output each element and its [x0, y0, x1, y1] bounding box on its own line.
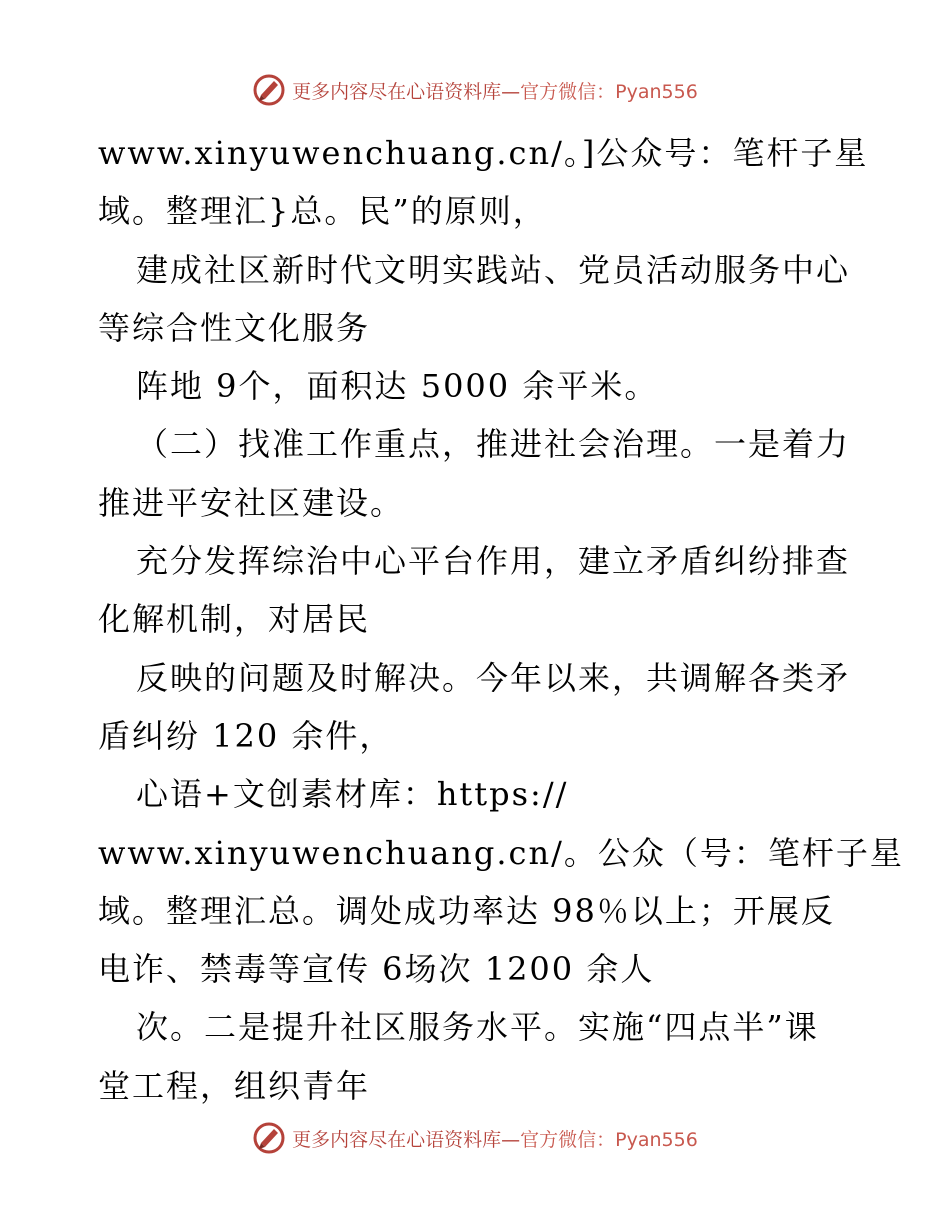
header-banner-text [292, 77, 698, 104]
text-line: 等综合性文化服务 [98, 308, 371, 347]
footer-banner-wechat: 官方微信：Pyan556 [520, 1128, 698, 1151]
document-body [98, 124, 904, 1115]
logo-icon [252, 73, 286, 107]
footer-banner-text [292, 1125, 698, 1152]
text-line: 建成社区新时代文明实践站、党员活动服务中心 [136, 250, 851, 289]
header-banner [0, 70, 950, 110]
text-line: 次。二是提升社区服务水平。实施“四点半”课 [136, 1008, 819, 1047]
text-line: 充分发挥综治中心平台作用，建立矛盾纠纷排查 [136, 542, 851, 581]
text-line: 堂工程，组织青年 [98, 1066, 371, 1105]
text-line: www.xinyuwenchuang.cn/。]公众号：笔杆子星 [98, 134, 869, 172]
header-banner-separator: — [501, 80, 521, 103]
text-line: 化解机制，对居民 [98, 600, 371, 639]
text-line: 盾纠纷 120 余件， [98, 716, 394, 755]
text-line: 反映的问题及时解决。今年以来，共调解各类矛 [136, 658, 851, 697]
text-line: （二）找准工作重点，推进社会治理。一是着力 [136, 425, 851, 464]
text-line: 阵地 9个，面积达 5000 余平米。 [136, 367, 659, 406]
header-banner-slogan: 更多内容尽在心语资料库 [292, 80, 502, 103]
text-line: 域。整理汇}总。民”的原则， [98, 192, 547, 231]
footer-banner-separator: — [501, 1128, 521, 1151]
footer-banner-slogan: 更多内容尽在心语资料库 [292, 1128, 502, 1151]
logo-icon [252, 1121, 286, 1155]
header-banner-wechat: 官方微信：Pyan556 [520, 80, 698, 103]
text-line: 电诈、禁毒等宣传 6场次 1200 余人 [98, 950, 655, 989]
text-line: 推进平安社区建设。 [98, 483, 405, 522]
text-line: 域。整理汇总。调处成功率达 98％以上；开展反 [98, 891, 835, 930]
footer-banner [0, 1118, 950, 1158]
text-line: www.xinyuwenchuang.cn/。公众（号：笔杆子星 [98, 833, 904, 872]
text-line: 心语+文创素材库：https:// [136, 775, 569, 814]
